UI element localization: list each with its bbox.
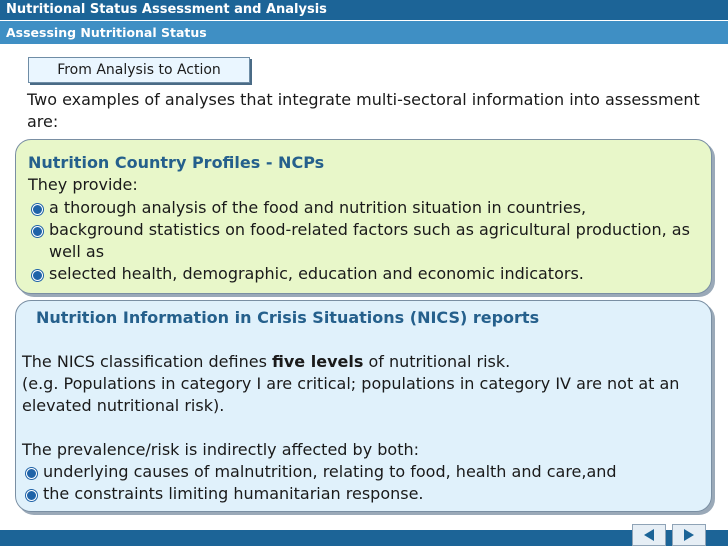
list-item-text: the constraints limiting humanitarian response. [43,484,424,503]
module-title-bar [0,21,728,44]
list-item [22,483,707,505]
classification-prefix: The NICS classification defines [22,352,273,371]
classification-bold: five levels [272,352,364,371]
bullet-icon [32,226,43,237]
ncp-bullet-list [28,197,698,285]
list-item-text: selected health, demographic, education and economic indicators. [49,264,584,283]
list-item-text: a thorough analysis of the food and nutrition situation in countries, [49,198,587,217]
bullet-icon [32,204,43,215]
triangle-left-icon [644,529,654,541]
classification-suffix: of nutritional risk. [363,352,511,371]
ncp-subtitle: They provide: [28,175,138,194]
list-item-text: underlying causes of malnutrition, relating to food, health and care,and [43,462,617,481]
next-button[interactable] [672,524,706,546]
nics-body [22,351,707,505]
course-title: Nutritional Status Assessment and Analysis [6,2,327,17]
list-item [28,263,698,285]
intro-text: Two examples of analyses that integrate multi-sectoral information into assessment are: [27,90,700,131]
section-tab: From Analysis to Action [28,57,250,83]
ncp-panel [15,139,712,294]
bullet-icon [26,468,37,479]
list-item-text: background statistics on food-related factors such as agricultural production, as well as [49,220,690,261]
bullet-icon [32,270,43,281]
triangle-right-icon [684,529,694,541]
list-item [28,219,698,263]
footer-bar [0,530,728,546]
list-item [22,461,707,483]
previous-button[interactable] [632,524,666,546]
nics-example: (e.g. Populations in category I are critical; populations in category IV are not at an elevated nutritional risk). [22,374,680,415]
nics-classification [22,351,707,373]
ncp-title: Nutrition Country Profiles - NCPs [28,153,325,172]
course-title-bar [0,0,728,20]
list-item [28,197,698,219]
bullet-icon [26,490,37,501]
nics-prevalence-intro: The prevalence/risk is indirectly affected by both: [22,440,419,459]
module-title: Assessing Nutritional Status [6,25,207,40]
nics-title: Nutrition Information in Crisis Situations (NICS) reports [36,308,540,327]
nics-panel [15,300,712,512]
